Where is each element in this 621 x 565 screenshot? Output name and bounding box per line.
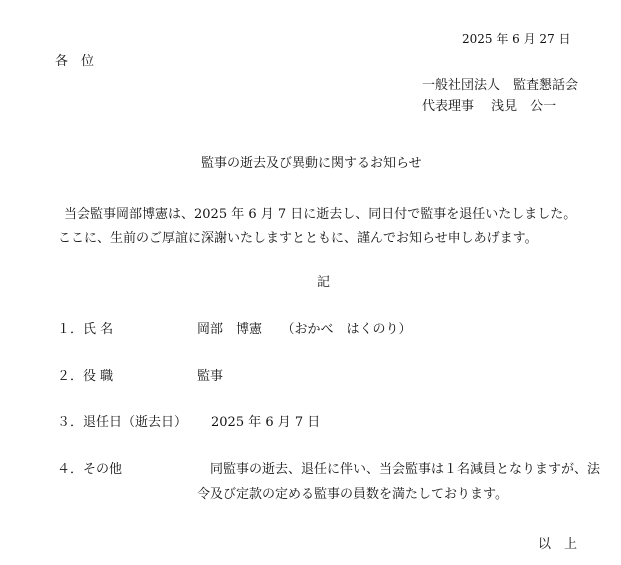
item-2-value: 監事: [197, 369, 224, 384]
item-4-value-continued: 令及び定款の定める監事の員数を満たしております。: [197, 487, 508, 502]
sender-representative: 代表理事 浅見 公一: [422, 99, 557, 114]
body-line-1: 当会監事岡部博憲は、2025 年 6 月 7 日に逝去し、同日付で監事を退任いたしました。: [64, 207, 577, 222]
body-line-2: ここに、生前のご厚誼に深謝いたしますとともに、謹んでお知らせ申しあげます。: [58, 231, 538, 246]
item-4-label: ４．その他: [57, 462, 123, 477]
closing: 以 上: [538, 537, 578, 552]
sender-organization: 一般社団法人 監査懇話会: [422, 78, 579, 93]
item-3-value: 2025 年 6 月 7 日: [211, 415, 321, 430]
item-3-label: ３．退任日（逝去日）: [57, 415, 188, 430]
document-title: 監事の逝去及び異動に関するお知らせ: [201, 156, 422, 171]
item-1-value: 岡部 博憲 （おかべ はくのり）: [197, 322, 412, 337]
item-2-label: ２．役 職: [57, 369, 114, 384]
document-date: 2025 年 6 月 27 日: [462, 32, 571, 46]
addressee: 各 位: [55, 54, 95, 69]
item-1-label: １．氏 名: [57, 322, 114, 337]
item-4-value: 同監事の逝去、退任に伴い、当会監事は１名減員となりますが、法: [210, 462, 601, 477]
ki-heading: 記: [317, 275, 331, 290]
